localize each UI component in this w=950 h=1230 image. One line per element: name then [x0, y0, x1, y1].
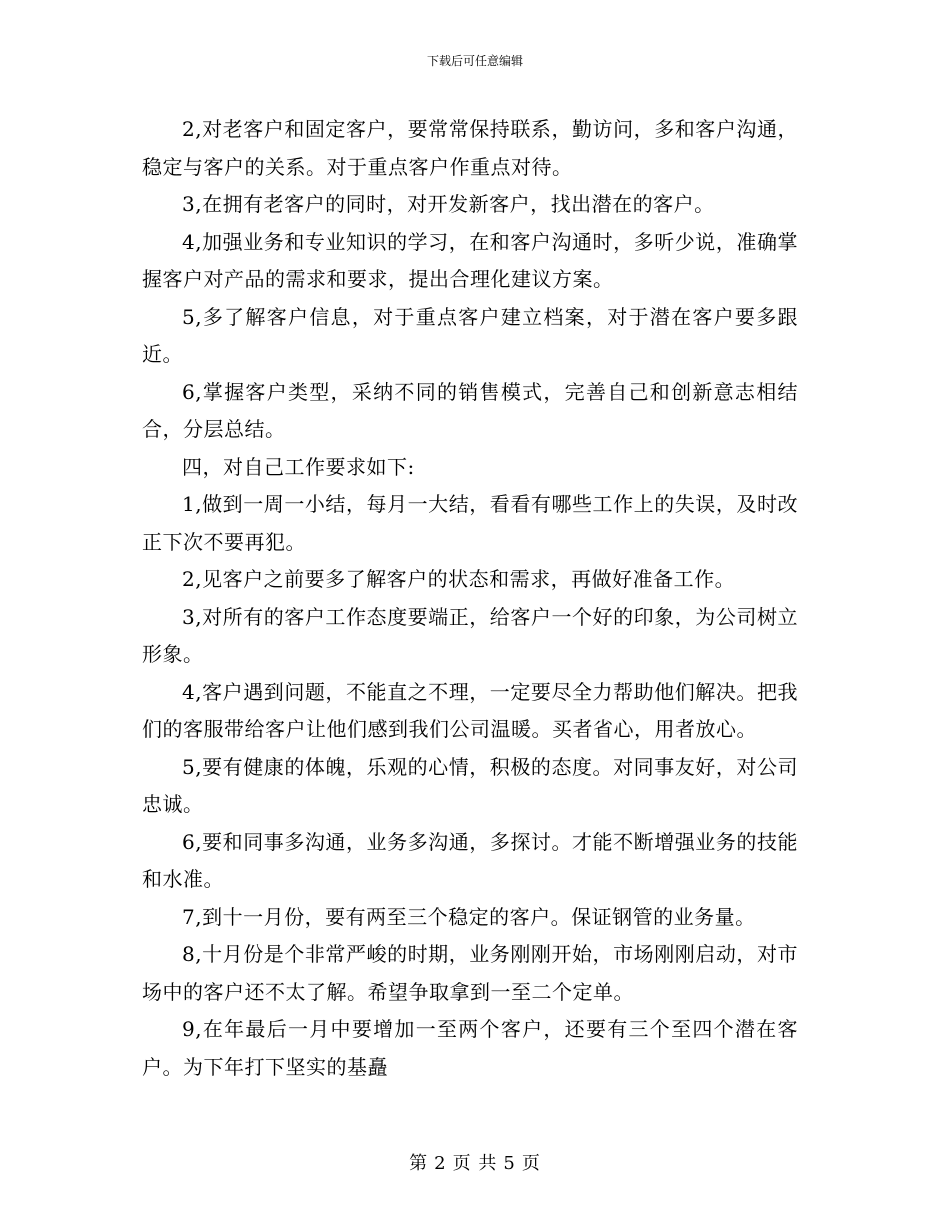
footer-middle: 页 共 [452, 1153, 498, 1174]
paragraph-item-2-customer-contact: 2,对老客户和固定客户，要常常保持联系，勤访问，多和客户沟通，稳定与客户的关系。对于重点客户作重点对待。 [142, 117, 798, 179]
page-footer [0, 1152, 950, 1176]
paragraph-item-4-learning: 4,加强业务和专业知识的学习，在和客户沟通时，多听少说，准确掌握客户对产品的需求和要求，提出合理化建议方案。 [142, 229, 798, 291]
paragraph-req-9-year-end-goal: 9,在年最后一月中要增加一至两个客户，还要有三个至四个潜在客户。为下年打下坚实的基矗 [142, 1017, 798, 1079]
paragraph-req-7-november-goal: 7,到十一月份，要有两至三个稳定的客户。保证钢管的业务量。 [182, 904, 756, 929]
total-page-count: 5 [503, 1153, 516, 1174]
paragraph-req-3-attitude: 3,对所有的客户工作态度要端正，给客户一个好的印象，为公司树立形象。 [142, 604, 798, 666]
paragraph-req-4-problem-solving: 4,客户遇到问题，不能直之不理，一定要尽全力帮助他们解决。把我们的客服带给客户让他们感到我们公司温暖。买者省心，用者放心。 [142, 679, 798, 741]
paragraph-req-8-october-goal: 8,十月份是个非常严峻的时期，业务刚刚开始，市场刚刚启动，对市场中的客户还不太了解。希望争取拿到一至二个定单。 [142, 942, 798, 1004]
paragraph-req-2-preparation: 2,见客户之前要多了解客户的状态和需求，再做好准备工作。 [182, 567, 736, 591]
paragraph-req-6-communication: 6,要和同事多沟通，业务多沟通，多探讨。才能不断增强业务的技能和水准。 [142, 829, 798, 891]
current-page-number: 2 [434, 1153, 447, 1174]
paragraph-item-5-customer-info: 5,多了解客户信息，对于重点客户建立档案，对于潜在客户要多跟近。 [142, 304, 798, 366]
paragraph-req-5-health: 5,要有健康的体魄，乐观的心情，积极的态度。对同事友好，对公司忠诚。 [142, 754, 798, 816]
footer-suffix: 页 [521, 1153, 541, 1174]
section-heading-self-requirements: 四，对自己工作要求如下: [182, 454, 415, 479]
document-body [142, 111, 798, 1086]
paragraph-item-3-new-customers: 3,在拥有老客户的同时，对开发新客户，找出潜在的客户。 [182, 192, 715, 216]
paragraph-req-1-summary: 1,做到一周一小结，每月一大结，看看有哪些工作上的失误，及时改正下次不要再犯。 [142, 492, 798, 554]
page-header: 下载后可任意编辑 [426, 54, 523, 68]
footer-prefix: 第 [409, 1153, 429, 1174]
paragraph-item-6-customer-types: 6,掌握客户类型，采纳不同的销售模式，完善自己和创新意志相结合，分层总结。 [142, 379, 798, 441]
